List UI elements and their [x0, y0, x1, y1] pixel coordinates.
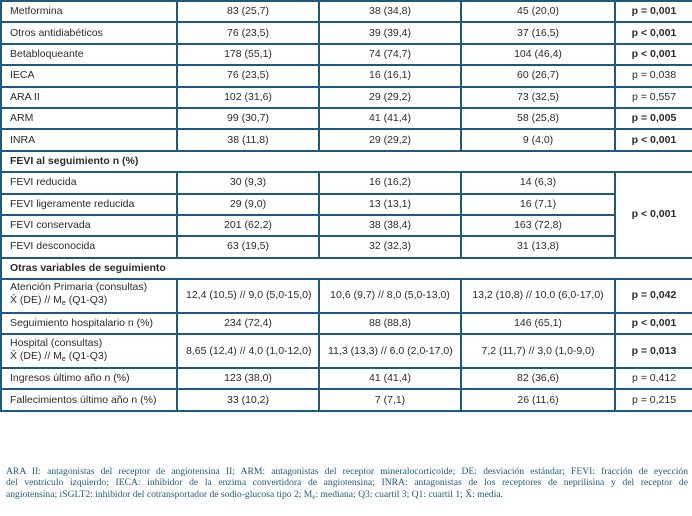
table-row — [1, 215, 692, 236]
row-label — [1, 279, 177, 313]
table-row — [1, 172, 692, 193]
value-cell: 16 (16,1) — [319, 65, 461, 86]
p-value-cell: p < 0,001 — [615, 22, 692, 43]
row-label-line-2: X̄ (DE) // M — [10, 349, 62, 362]
value-cell: 39 (39,4) — [319, 22, 461, 43]
value-cell: 38 (34,8) — [319, 1, 461, 22]
value-cell: 83 (25,7) — [177, 1, 319, 22]
row-label: Otros antidiabéticos — [1, 22, 177, 43]
p-value-cell: p < 0,001 — [615, 313, 692, 334]
table-row — [1, 44, 692, 65]
table-body — [1, 1, 692, 411]
footnote-line-2: del ventrículo izquierdo; IECA: inhibidor de la enzima convertidora de angiotensina; INRA: antagonistas de los receptores de neprilisina y del receptor de — [6, 477, 688, 489]
p-value-cell: p = 0,412 — [615, 368, 692, 389]
table-row — [1, 313, 692, 334]
value-cell: 201 (62,2) — [177, 215, 319, 236]
footnote-line-1: ARA II: antagonistas del receptor de angiotensina II; ARM: antagonistas del receptor mineralocorticoide; DE: desviación estándar; FEVI: fracción de eyección — [6, 466, 688, 477]
section-header-row — [1, 151, 692, 172]
row-label: INRA — [1, 129, 177, 150]
value-cell: 102 (31,6) — [177, 87, 319, 108]
footnote-line-3-start: angiotensina; iSGLT2: inhibidor del cotransportador de sodio-glucosa tipo 2; M — [6, 488, 313, 500]
row-label: IECA — [1, 65, 177, 86]
value-cell: 123 (38,0) — [177, 368, 319, 389]
table-row — [1, 368, 692, 389]
row-label: FEVI reducida — [1, 172, 177, 193]
value-cell: 82 (36,6) — [461, 368, 615, 389]
row-label-line-2: X̄ (DE) // M — [10, 294, 62, 307]
row-label: ARM — [1, 108, 177, 129]
value-cell: 38 (11,8) — [177, 129, 319, 150]
table-row — [1, 1, 692, 22]
row-label: Seguimiento hospitalario n (%) — [1, 313, 177, 334]
row-label: FEVI ligeramente reducida — [1, 194, 177, 215]
value-cell: 88 (88,8) — [319, 313, 461, 334]
section-title-otras: Otras variables de seguimiento — [1, 258, 692, 279]
value-cell: 76 (23,5) — [177, 65, 319, 86]
row-label: ARA II — [1, 87, 177, 108]
value-cell: 10,6 (9,7) // 8,0 (5,0-13,0) — [319, 279, 461, 313]
p-value-cell: p < 0,001 — [615, 44, 692, 65]
value-cell: 104 (46,4) — [461, 44, 615, 65]
p-value-cell: p = 0,215 — [615, 389, 692, 410]
row-label-line-1: Hospital (consultas) — [10, 336, 103, 349]
value-cell: 234 (72,4) — [177, 313, 319, 334]
row-label: Metformina — [1, 1, 177, 22]
value-cell: 31 (13,8) — [461, 236, 615, 257]
row-label-line-2-end: (Q1-Q3) — [65, 294, 108, 307]
value-cell: 16 (16,2) — [319, 172, 461, 193]
row-label — [1, 334, 177, 368]
row-label: Betabloqueante — [1, 44, 177, 65]
row-label-subscript: e — [61, 355, 66, 363]
table-row — [1, 279, 692, 313]
section-title-fevi: FEVI al seguimiento n (%) — [1, 151, 692, 172]
value-cell: 45 (20,0) — [461, 1, 615, 22]
value-cell: 29 (29,2) — [319, 129, 461, 150]
value-cell: 38 (38,4) — [319, 215, 461, 236]
p-value-cell: p = 0,042 — [615, 279, 692, 313]
row-label-subscript: e — [61, 300, 66, 308]
table-row — [1, 389, 692, 410]
value-cell: 8,65 (12,4) // 4,0 (1,0-12,0) — [177, 334, 319, 368]
value-cell: 29 (29,2) — [319, 87, 461, 108]
value-cell: 146 (65,1) — [461, 313, 615, 334]
row-label: FEVI desconocida — [1, 236, 177, 257]
row-label-line-1: Atención Primaria (consultas) — [10, 281, 148, 294]
value-cell: 7,2 (11,7) // 3,0 (1,0-9,0) — [461, 334, 615, 368]
value-cell: 74 (74,7) — [319, 44, 461, 65]
p-value-cell: p = 0,005 — [615, 108, 692, 129]
p-value-cell: p = 0,013 — [615, 334, 692, 368]
p-value-cell: p = 0,557 — [615, 87, 692, 108]
value-cell: 12,4 (10,5) // 9,0 (5,0-15,0) — [177, 279, 319, 313]
value-cell: 14 (6,3) — [461, 172, 615, 193]
table-row — [1, 87, 692, 108]
section-header-row — [1, 258, 692, 279]
value-cell: 11,3 (13,3) // 6,0 (2,0-17,0) — [319, 334, 461, 368]
value-cell: 178 (55,1) — [177, 44, 319, 65]
p-value-cell: p = 0,038 — [615, 65, 692, 86]
table-row — [1, 334, 692, 368]
row-label: FEVI conservada — [1, 215, 177, 236]
value-cell: 13,2 (10,8) // 10,0 (6,0-17,0) — [461, 279, 615, 313]
table-row — [1, 194, 692, 215]
value-cell: 29 (9,0) — [177, 194, 319, 215]
value-cell: 26 (11,6) — [461, 389, 615, 410]
table-footnote — [6, 466, 688, 503]
value-cell: 7 (7,1) — [319, 389, 461, 410]
row-label: Fallecimientos último año n (%) — [1, 389, 177, 410]
row-label: Ingresos último año n (%) — [1, 368, 177, 389]
table-row — [1, 236, 692, 257]
p-value-cell: p = 0,001 — [615, 1, 692, 22]
value-cell: 76 (23,5) — [177, 22, 319, 43]
footnote-line-3 — [6, 489, 688, 503]
value-cell: 63 (19,5) — [177, 236, 319, 257]
p-value-cell-fevi: p < 0,001 — [615, 172, 692, 258]
table-row — [1, 22, 692, 43]
value-cell: 73 (32,5) — [461, 87, 615, 108]
footnote-line-3-end: : mediana; Q3: cuartil 3; Q1: cuartil 1; X̄: media. — [315, 488, 504, 500]
table-row — [1, 129, 692, 150]
table-row — [1, 65, 692, 86]
value-cell: 33 (10,2) — [177, 389, 319, 410]
value-cell: 60 (26,7) — [461, 65, 615, 86]
value-cell: 37 (16,5) — [461, 22, 615, 43]
value-cell: 41 (41,4) — [319, 368, 461, 389]
row-label-line-2-end: (Q1-Q3) — [65, 349, 108, 362]
value-cell: 16 (7,1) — [461, 194, 615, 215]
value-cell: 58 (25,8) — [461, 108, 615, 129]
value-cell: 163 (72,8) — [461, 215, 615, 236]
value-cell: 13 (13,1) — [319, 194, 461, 215]
footnote-subscript: e — [312, 492, 316, 501]
value-cell: 32 (32,3) — [319, 236, 461, 257]
table-row — [1, 108, 692, 129]
p-value-cell: p < 0,001 — [615, 129, 692, 150]
value-cell: 99 (30,7) — [177, 108, 319, 129]
value-cell: 30 (9,3) — [177, 172, 319, 193]
value-cell: 9 (4,0) — [461, 129, 615, 150]
value-cell: 41 (41,4) — [319, 108, 461, 129]
